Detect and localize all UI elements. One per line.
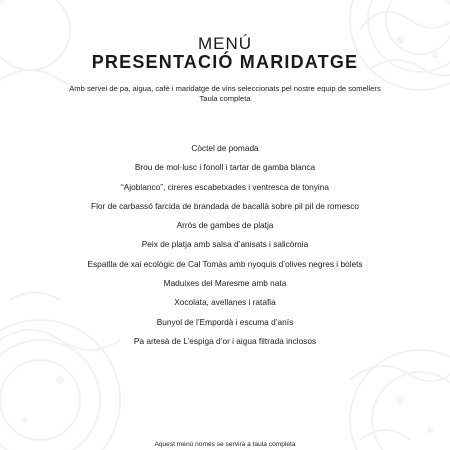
dish-item: Còctel de pomada [191,143,259,153]
service-description: Amb servei de pa, aigua, cafè i maridatge de vins seleccionats pel nostre equip de somellers [69,84,381,93]
dish-item: Arròs de gambes de platja [176,220,274,231]
dish-item: Brou de mol·lusc i fonoll i tartar de gamba blanca [134,162,316,173]
menu-subtitle: PRESENTACIÓ MARIDATGE [91,52,359,72]
service-condition: Taula completa [199,94,251,103]
dish-list [0,143,450,355]
dish-item: Espatlla de xai ecològic de Cal Tomàs amb nyoquis d’olives negres i bolets [87,258,363,269]
footer-note: Aquest menú només se servirà a taula completa [154,441,296,448]
dish-item: Xocolata, avellanes i ratafia [174,297,276,308]
dish-item: Peix de platja amb salsa d’anisats i salicòrnia [141,239,309,250]
menu-title: MENÚ [197,34,253,53]
dish-item: Flor de carbassó farcida de brandada de bacallà sobre pil pil de romesco [91,200,359,211]
dish-item: Bunyol de l’Empordà i escuma d’anís [156,316,294,327]
dish-item: Pa artesà de L’espiga d’or i aigua filtrada inclosos [133,335,317,346]
dish-item: “Ajoblanco”, cireres escabetxades i ventresca de tonyina [121,181,329,192]
dish-item: Maduixes del Maresme amb nata [163,278,287,289]
